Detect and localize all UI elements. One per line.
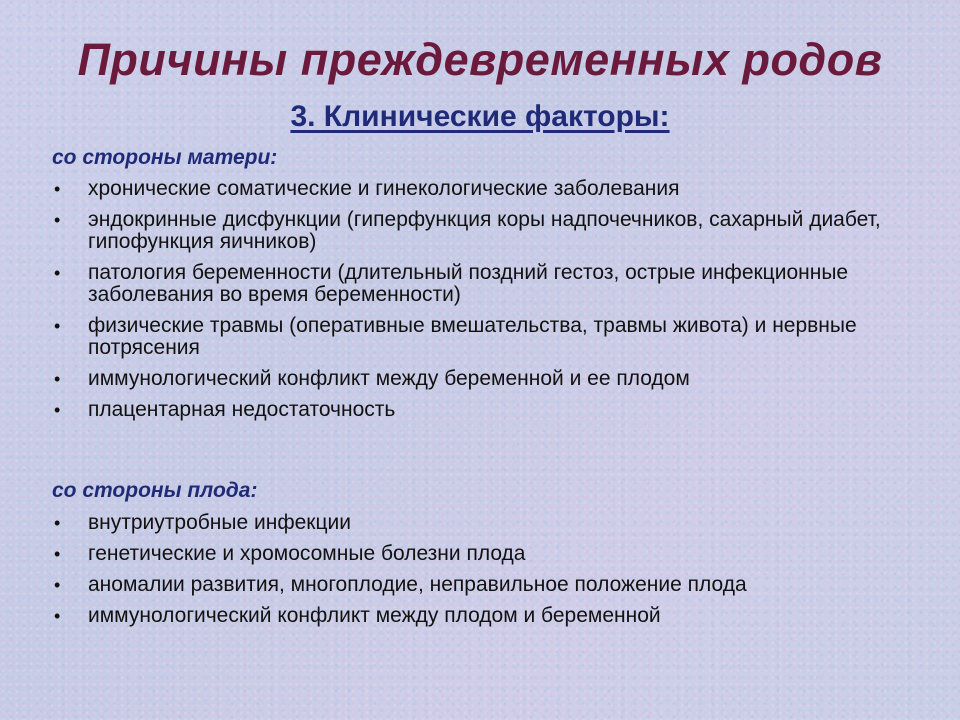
bullet-icon: • <box>54 544 61 564</box>
bullet-icon: • <box>54 179 61 199</box>
fetus-factors-list <box>52 512 912 636</box>
list-item <box>52 262 912 306</box>
list-item <box>52 574 912 596</box>
list-item-text: аномалии развития, многоплодие, неправильное положение плода <box>88 573 747 596</box>
bullet-icon: • <box>54 316 61 336</box>
list-item-text: генетические и хромосомные болезни плода <box>88 542 526 565</box>
bullet-icon: • <box>54 210 61 230</box>
list-item-text: плацентарная недостаточность <box>88 398 396 421</box>
bullet-icon: • <box>54 606 61 626</box>
list-item <box>52 399 912 421</box>
list-item-text: патология беременности (длительный поздний гестоз, острые инфекционные заболевания во время беременности) <box>88 261 849 306</box>
list-item <box>52 209 912 253</box>
fetus-section-heading: со стороны плода: <box>52 479 258 502</box>
list-item <box>52 512 912 534</box>
slide-subtitle: 3. Клинические факторы: <box>290 100 670 133</box>
slide-title: Причины преждевременных родов <box>77 34 883 85</box>
list-item <box>52 178 912 200</box>
bullet-icon: • <box>54 400 61 420</box>
list-item-text: эндокринные дисфункции (гиперфункция коры надпочечников, сахарный диабет, гипофункция яичников) <box>88 208 881 253</box>
list-item <box>52 543 912 565</box>
mother-section-heading: со стороны матери: <box>52 146 278 169</box>
list-item <box>52 315 912 359</box>
mother-factors-list <box>52 178 912 430</box>
list-item <box>52 368 912 390</box>
list-item-text: внутриутробные инфекции <box>88 511 351 534</box>
list-item-text: иммунологический конфликт между плодом и беременной <box>88 604 661 627</box>
bullet-icon: • <box>54 575 61 595</box>
list-item-text: иммунологический конфликт между беременной и ее плодом <box>88 367 690 390</box>
list-item <box>52 605 912 627</box>
bullet-icon: • <box>54 263 61 283</box>
bullet-icon: • <box>54 513 61 533</box>
bullet-icon: • <box>54 369 61 389</box>
list-item-text: хронические соматические и гинекологические заболевания <box>88 177 680 200</box>
list-item-text: физические травмы (оперативные вмешательства, травмы живота) и нервные потрясения <box>88 314 857 359</box>
